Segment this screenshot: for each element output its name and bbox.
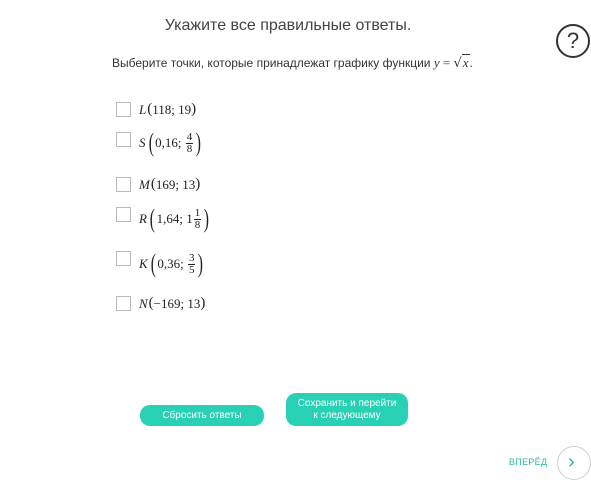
- point-letter: R: [139, 211, 147, 226]
- point-x: 1,64: [156, 211, 180, 226]
- frac-den: 5: [188, 263, 195, 276]
- frac-num: 3: [188, 251, 195, 264]
- point-x: 118: [152, 101, 172, 117]
- checkbox-l[interactable]: [116, 102, 131, 117]
- chevron-right-icon[interactable]: ›: [557, 446, 591, 480]
- fraction: [194, 208, 202, 231]
- save-next-line2: к следующему: [313, 409, 381, 421]
- help-icon[interactable]: ?: [556, 24, 590, 58]
- point-y: 13: [182, 176, 196, 192]
- option-m-label: M ( 169 ; 13 ): [139, 176, 201, 192]
- option-k-label: K ( 0,36 ; $\frac{3}{5}$ ): [139, 249, 204, 278]
- checkbox-r[interactable]: [116, 207, 131, 222]
- option-r-label: R ( 1,64 ; 1 $\frac{1}{8}$ ): [139, 204, 210, 233]
- func-y: y: [433, 55, 440, 70]
- point-x: 0,36: [157, 256, 181, 271]
- save-and-next-button[interactable]: [286, 393, 408, 426]
- mixed-whole: 1: [186, 211, 193, 226]
- frac-num: 4: [186, 130, 193, 143]
- option-l-label: L ( 118 ; 19 ): [139, 101, 197, 117]
- point-letter: M: [139, 176, 150, 192]
- reset-answers-button[interactable]: Сбросить ответы: [140, 405, 264, 426]
- point-letter: K: [139, 256, 148, 271]
- func-eq: =: [439, 55, 454, 70]
- option-m[interactable]: [116, 176, 200, 193]
- option-l[interactable]: [116, 101, 196, 118]
- option-r[interactable]: [116, 206, 211, 232]
- point-y: 19: [178, 101, 192, 117]
- func-end: .: [469, 55, 473, 70]
- forward-link[interactable]: ВПЕРЁД: [509, 457, 548, 467]
- question-text: [112, 55, 473, 71]
- option-s-label: S ( 0,16 ; $\frac{4}{8}$ ): [139, 128, 202, 157]
- sqrt-icon: √: [453, 56, 462, 71]
- checkbox-s[interactable]: [116, 132, 131, 147]
- point-letter: L: [139, 101, 147, 117]
- point-letter: N: [139, 295, 148, 311]
- point-x: 169: [155, 176, 176, 192]
- page-title: Укажите все правильные ответы.: [164, 17, 412, 34]
- checkbox-k[interactable]: [116, 251, 131, 266]
- frac-den: 8: [194, 218, 201, 231]
- func-x: x: [462, 55, 469, 70]
- fraction: [186, 132, 194, 155]
- option-s[interactable]: [116, 130, 203, 156]
- checkbox-m[interactable]: [116, 177, 131, 192]
- point-letter: S: [139, 135, 146, 150]
- option-k[interactable]: [116, 251, 205, 277]
- checkbox-n[interactable]: [116, 296, 131, 311]
- fraction: [188, 253, 196, 276]
- point-y: 13: [187, 295, 201, 311]
- frac-num: 1: [194, 206, 201, 219]
- point-x: −169: [153, 295, 181, 311]
- frac-den: 8: [186, 142, 193, 155]
- option-n[interactable]: [116, 295, 205, 312]
- function-formula: [434, 55, 473, 70]
- option-n-label: N ( −169 ; 13 ): [139, 295, 206, 311]
- save-next-line1: Сохранить и перейти: [297, 397, 397, 409]
- point-x: 0,16: [155, 135, 178, 150]
- question-label: Выберите точки, которые принадлежат графику функции: [112, 56, 431, 70]
